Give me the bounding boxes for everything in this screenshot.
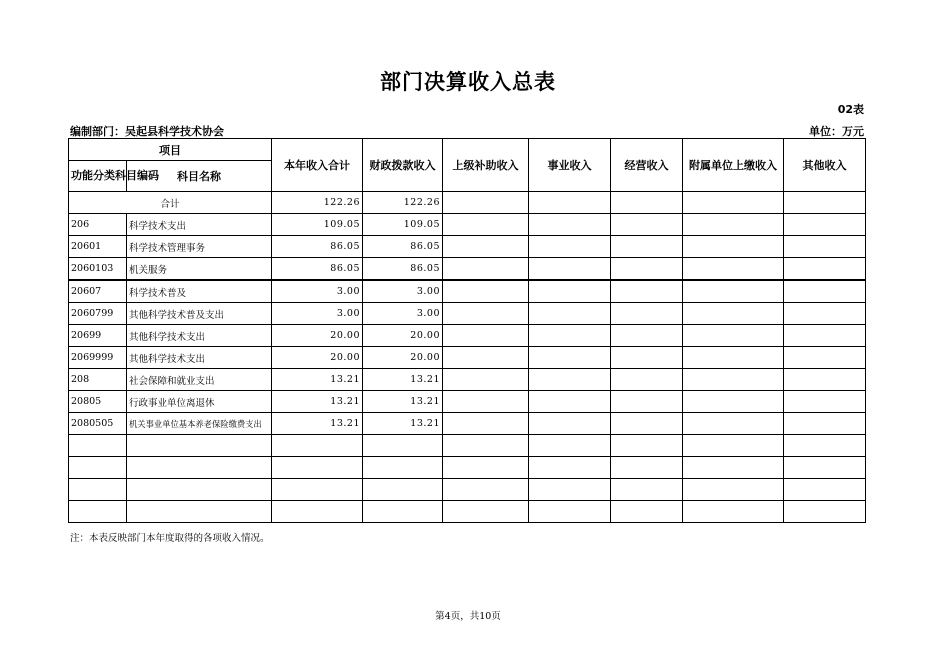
total-row	[69, 192, 866, 214]
total-cell: 122.26	[272, 192, 363, 214]
row-value: 109.05	[363, 214, 443, 236]
row-value: 3.00	[272, 303, 363, 325]
total-cell	[784, 192, 866, 214]
row-value	[443, 236, 529, 258]
empty-row	[69, 501, 866, 523]
row-value: 109.05	[272, 214, 363, 236]
total-cell	[611, 192, 683, 214]
page-title: 部门决算收入总表	[380, 70, 556, 94]
row-value	[529, 236, 611, 258]
row-code: 2069999	[69, 347, 127, 369]
row-value	[529, 214, 611, 236]
empty-cell	[611, 479, 683, 501]
compiling-department: 编制部门：吴起县科学技术协会	[70, 125, 224, 138]
empty-cell	[683, 501, 784, 523]
empty-cell	[69, 501, 127, 523]
row-value	[683, 303, 784, 325]
row-value	[611, 236, 683, 258]
row-value	[529, 347, 611, 369]
row-code: 2080505	[69, 413, 127, 435]
empty-cell	[272, 435, 363, 457]
table-row	[69, 369, 866, 391]
row-value	[529, 369, 611, 391]
empty-cell	[363, 457, 443, 479]
empty-cell	[272, 479, 363, 501]
empty-cell	[611, 457, 683, 479]
col-header-business-income: 事业收入	[529, 139, 611, 192]
row-value	[443, 413, 529, 435]
empty-cell	[443, 479, 529, 501]
col-header-superior-subsidy: 上级补助收入	[443, 139, 529, 192]
row-value	[611, 391, 683, 413]
empty-cell	[127, 457, 272, 479]
row-value	[611, 369, 683, 391]
table-row	[69, 214, 866, 236]
row-name: 其他科学技术支出	[127, 325, 272, 347]
col-header-affiliated-unit-income: 附属单位上缴收入	[683, 139, 784, 192]
empty-cell	[69, 479, 127, 501]
total-cell: 122.26	[363, 192, 443, 214]
row-name: 其他科学技术普及支出	[127, 303, 272, 325]
total-label: 合计	[69, 192, 272, 214]
empty-cell	[784, 479, 866, 501]
row-value	[611, 325, 683, 347]
total-cell	[529, 192, 611, 214]
row-value	[784, 347, 866, 369]
row-value	[784, 280, 866, 303]
row-code: 20699	[69, 325, 127, 347]
row-value	[529, 325, 611, 347]
empty-cell	[611, 501, 683, 523]
row-value	[443, 258, 529, 281]
empty-cell	[69, 435, 127, 457]
empty-cell	[784, 435, 866, 457]
row-value	[784, 214, 866, 236]
empty-cell	[683, 479, 784, 501]
row-code: 206	[69, 214, 127, 236]
empty-cell	[611, 435, 683, 457]
empty-cell	[363, 479, 443, 501]
income-summary-table	[68, 138, 866, 523]
empty-cell	[363, 435, 443, 457]
row-value: 20.00	[272, 325, 363, 347]
row-value: 13.21	[272, 391, 363, 413]
table-row	[69, 280, 866, 303]
row-value	[683, 325, 784, 347]
table-row	[69, 325, 866, 347]
empty-cell	[272, 501, 363, 523]
empty-cell	[529, 479, 611, 501]
row-value: 3.00	[272, 280, 363, 303]
row-name: 科学技术支出	[127, 214, 272, 236]
row-value	[784, 391, 866, 413]
row-value: 86.05	[363, 236, 443, 258]
row-code: 20805	[69, 391, 127, 413]
row-value	[443, 280, 529, 303]
page-number: 第4页，共10页	[435, 611, 501, 622]
row-code: 20607	[69, 280, 127, 303]
row-value	[611, 347, 683, 369]
col-header-total-income: 本年收入合计	[272, 139, 363, 192]
table-row	[69, 413, 866, 435]
empty-cell	[363, 501, 443, 523]
row-value	[529, 258, 611, 281]
row-value	[683, 391, 784, 413]
row-value	[443, 303, 529, 325]
row-value	[784, 413, 866, 435]
total-cell	[443, 192, 529, 214]
row-code: 20601	[69, 236, 127, 258]
row-value: 3.00	[363, 280, 443, 303]
row-value	[683, 280, 784, 303]
table-note: 注：本表反映部门本年度取得的各项收入情况。	[70, 533, 270, 544]
form-number: 02表	[837, 103, 864, 116]
row-value: 13.21	[272, 413, 363, 435]
row-value	[443, 325, 529, 347]
table-row	[69, 258, 866, 281]
row-name: 科学技术普及	[127, 280, 272, 303]
table-row	[69, 236, 866, 258]
empty-cell	[272, 457, 363, 479]
row-value	[529, 303, 611, 325]
name-header: 科目名称	[127, 161, 272, 192]
row-value	[611, 280, 683, 303]
row-name: 机关事业单位基本养老保险缴费支出	[127, 413, 272, 435]
empty-row	[69, 435, 866, 457]
row-value: 13.21	[363, 391, 443, 413]
col-header-operating-income: 经营收入	[611, 139, 683, 192]
row-name: 机关服务	[127, 258, 272, 281]
row-value	[784, 369, 866, 391]
project-header: 项目	[69, 139, 272, 161]
row-value	[683, 258, 784, 281]
row-value	[443, 214, 529, 236]
row-value: 13.21	[363, 413, 443, 435]
empty-cell	[784, 457, 866, 479]
empty-cell	[69, 457, 127, 479]
row-value: 13.21	[363, 369, 443, 391]
empty-cell	[529, 457, 611, 479]
table-row	[69, 303, 866, 325]
row-value	[784, 258, 866, 281]
row-value	[784, 303, 866, 325]
row-value	[683, 413, 784, 435]
row-value	[683, 347, 784, 369]
empty-cell	[443, 457, 529, 479]
col-header-other-income: 其他收入	[784, 139, 866, 192]
row-value	[611, 258, 683, 281]
row-value: 13.21	[272, 369, 363, 391]
row-value: 86.05	[272, 258, 363, 281]
row-code: 2060103	[69, 258, 127, 281]
row-value: 3.00	[363, 303, 443, 325]
code-header: 功能分类科目编码	[69, 161, 127, 192]
empty-cell	[529, 501, 611, 523]
table-row	[69, 347, 866, 369]
empty-row	[69, 479, 866, 501]
row-name: 科学技术管理事务	[127, 236, 272, 258]
row-value	[683, 236, 784, 258]
row-value	[611, 413, 683, 435]
empty-cell	[529, 435, 611, 457]
empty-cell	[127, 501, 272, 523]
row-value: 20.00	[272, 347, 363, 369]
row-value: 86.05	[363, 258, 443, 281]
row-value	[784, 236, 866, 258]
row-value	[529, 413, 611, 435]
table-row	[69, 391, 866, 413]
row-value	[611, 214, 683, 236]
row-value	[443, 369, 529, 391]
empty-cell	[127, 435, 272, 457]
row-value	[443, 347, 529, 369]
empty-cell	[683, 457, 784, 479]
empty-cell	[443, 435, 529, 457]
empty-row	[69, 457, 866, 479]
empty-cell	[127, 479, 272, 501]
row-value	[611, 303, 683, 325]
unit-label: 单位：万元	[809, 125, 864, 138]
row-code: 208	[69, 369, 127, 391]
col-header-fiscal-appropriation: 财政拨款收入	[363, 139, 443, 192]
row-name: 社会保障和就业支出	[127, 369, 272, 391]
row-value	[683, 369, 784, 391]
row-name: 行政事业单位离退休	[127, 391, 272, 413]
row-value: 86.05	[272, 236, 363, 258]
row-value: 20.00	[363, 325, 443, 347]
empty-cell	[784, 501, 866, 523]
row-value	[443, 391, 529, 413]
row-code: 2060799	[69, 303, 127, 325]
row-value	[683, 214, 784, 236]
row-value	[529, 280, 611, 303]
total-cell	[683, 192, 784, 214]
row-value	[784, 325, 866, 347]
row-value	[529, 391, 611, 413]
empty-cell	[683, 435, 784, 457]
row-value: 20.00	[363, 347, 443, 369]
row-name: 其他科学技术支出	[127, 347, 272, 369]
empty-cell	[443, 501, 529, 523]
